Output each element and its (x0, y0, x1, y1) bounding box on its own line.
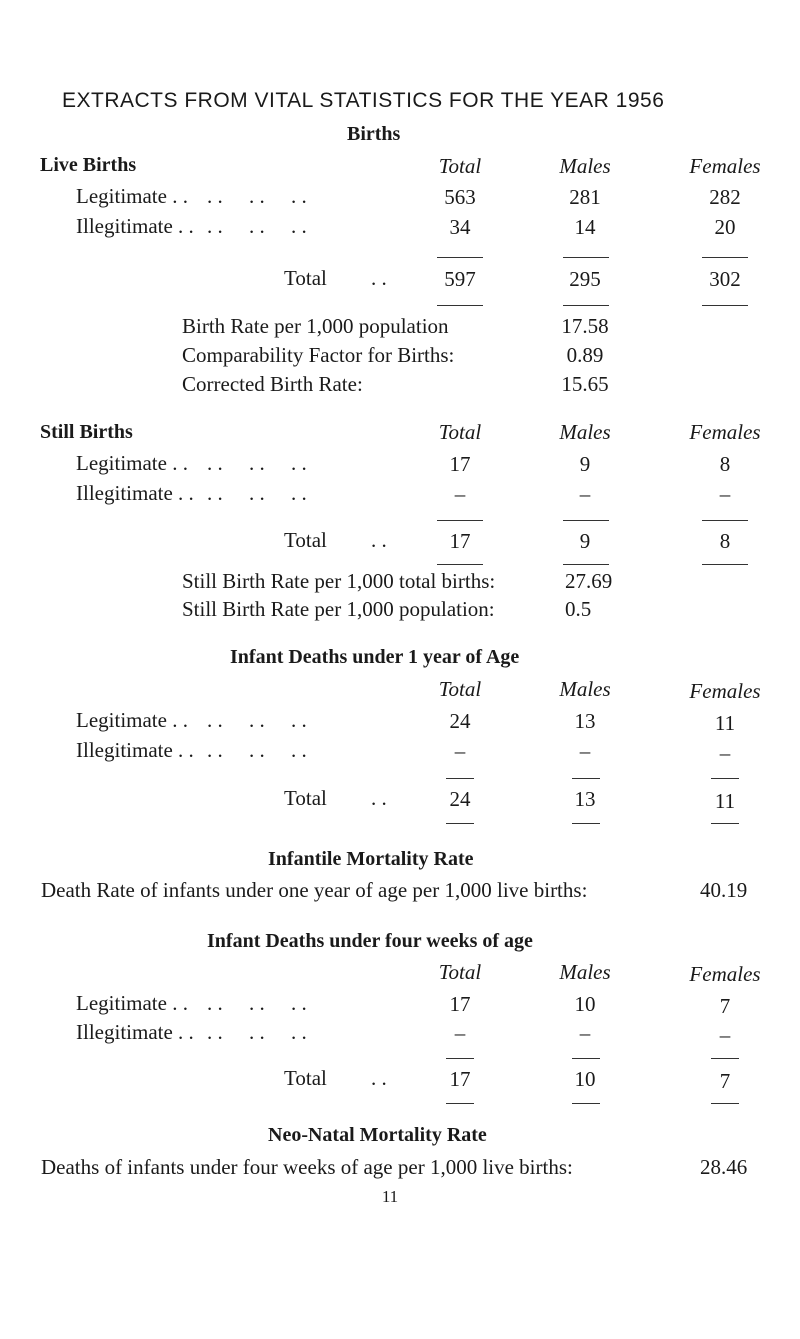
divider (563, 305, 609, 306)
col-females-header: Females (689, 679, 761, 703)
divider (572, 1058, 600, 1059)
births-heading: Births (347, 123, 401, 145)
leader-dots: . . . . . . (207, 481, 307, 505)
divider (446, 823, 474, 824)
col-total-header: Total (438, 960, 482, 984)
col-total-header: Total (438, 154, 482, 178)
row-label: Illegitimate . . (76, 1020, 194, 1044)
col-females-header: Females (689, 962, 761, 986)
cell-females: 20 (714, 215, 736, 239)
cell-females: 11 (714, 789, 736, 813)
col-females-header: Females (689, 420, 761, 444)
row-label: Total (284, 528, 327, 552)
leader-dots: . . . . . . (207, 184, 307, 208)
row-label: Illegitimate . . (76, 214, 194, 238)
divider (702, 305, 748, 306)
rate-value: 27.69 (565, 569, 613, 593)
cell-females: 7 (719, 1069, 731, 1093)
rate-label: Still Birth Rate per 1,000 total births: (182, 569, 496, 593)
cell-total: 17 (449, 992, 471, 1016)
cell-total: 17 (449, 452, 471, 476)
cell-males: 9 (579, 452, 591, 476)
divider (563, 564, 609, 565)
neonatal-heading: Neo-Natal Mortality Rate (268, 1124, 487, 1146)
cell-males: 281 (569, 185, 601, 209)
col-total-header: Total (438, 677, 482, 701)
divider (702, 257, 748, 258)
cell-females: 8 (719, 452, 731, 476)
cell-males: 9 (579, 529, 591, 553)
divider (572, 823, 600, 824)
cell-females: 282 (709, 185, 741, 209)
divider (437, 257, 483, 258)
col-females-header: Females (689, 154, 761, 178)
cell-males: 10 (574, 992, 596, 1016)
still-births-heading: Still Births (40, 421, 133, 443)
rate-label: Corrected Birth Rate: (182, 372, 363, 396)
rate-value: 0.89 (566, 343, 604, 367)
divider (572, 778, 600, 779)
leader-dots: . . . . . . (207, 738, 307, 762)
cell-males: 13 (574, 787, 596, 811)
col-males-header: Males (559, 960, 611, 984)
divider (702, 564, 748, 565)
cell-males: – (579, 739, 591, 763)
four-weeks-heading: Infant Deaths under four weeks of age (207, 930, 533, 952)
infantile-mortality-text: Death Rate of infants under one year of age per 1,000 live births: (41, 878, 588, 902)
leader-dots: . . . . . . (207, 1020, 307, 1044)
neonatal-text: Deaths of infants under four weeks of age per 1,000 live births: (41, 1155, 573, 1179)
rate-value: 15.65 (561, 372, 609, 396)
row-label: Illegitimate . . (76, 481, 194, 505)
divider (563, 257, 609, 258)
live-births-heading: Live Births (40, 154, 137, 176)
divider (702, 520, 748, 521)
divider (711, 1103, 739, 1104)
row-label: Total (284, 1066, 327, 1090)
cell-total: – (454, 1021, 466, 1045)
divider (446, 1058, 474, 1059)
cell-females: 7 (719, 994, 731, 1018)
leader-dots: . . . . . . (207, 451, 307, 475)
divider (446, 778, 474, 779)
row-label: Legitimate . . (76, 991, 188, 1015)
col-total-header: Total (438, 420, 482, 444)
row-label: Legitimate . . (76, 451, 188, 475)
rate-value: 17.58 (561, 314, 609, 338)
divider (711, 778, 739, 779)
divider (446, 1103, 474, 1104)
leader-dots: . . (371, 786, 387, 810)
page-number: 11 (381, 1187, 399, 1206)
cell-females: 11 (714, 711, 736, 735)
row-label: Total (284, 266, 327, 290)
leader-dots: . . . . . . (207, 214, 307, 238)
divider (572, 1103, 600, 1104)
row-label: Legitimate . . (76, 184, 188, 208)
leader-dots: . . . . . . (207, 991, 307, 1015)
cell-females: 8 (719, 529, 731, 553)
cell-males: 10 (574, 1067, 596, 1091)
infant-deaths-heading: Infant Deaths under 1 year of Age (230, 646, 520, 668)
page-title: EXTRACTS FROM VITAL STATISTICS FOR THE YEAR 1956 (62, 89, 665, 112)
cell-total: 34 (449, 215, 471, 239)
cell-total: 17 (449, 529, 471, 553)
cell-males: – (579, 1021, 591, 1045)
row-label: Total (284, 786, 327, 810)
cell-total: 563 (444, 185, 476, 209)
cell-females: 302 (709, 267, 741, 291)
cell-males: 13 (574, 709, 596, 733)
leader-dots: . . (371, 528, 387, 552)
cell-females: – (719, 1023, 731, 1047)
infantile-mortality-value: 40.19 (700, 878, 748, 902)
col-males-header: Males (559, 154, 611, 178)
cell-total: 24 (449, 787, 471, 811)
divider (437, 564, 483, 565)
cell-total: 597 (444, 267, 476, 291)
cell-males: – (579, 482, 591, 506)
row-label: Illegitimate . . (76, 738, 194, 762)
divider (711, 1058, 739, 1059)
cell-total: 17 (449, 1067, 471, 1091)
rate-label: Still Birth Rate per 1,000 population: (182, 597, 495, 621)
rate-label: Birth Rate per 1,000 population (182, 314, 449, 338)
leader-dots: . . (371, 266, 387, 290)
cell-females: – (719, 741, 731, 765)
cell-males: 14 (574, 215, 596, 239)
divider (563, 520, 609, 521)
divider (437, 520, 483, 521)
divider (711, 823, 739, 824)
leader-dots: . . . . . . (207, 708, 307, 732)
cell-males: 295 (569, 267, 601, 291)
col-males-header: Males (559, 677, 611, 701)
cell-total: – (454, 482, 466, 506)
infantile-mortality-heading: Infantile Mortality Rate (268, 848, 474, 870)
cell-total: – (454, 739, 466, 763)
divider (437, 305, 483, 306)
rate-value: 0.5 (565, 597, 592, 621)
row-label: Legitimate . . (76, 708, 188, 732)
cell-total: 24 (449, 709, 471, 733)
neonatal-value: 28.46 (700, 1155, 748, 1179)
leader-dots: . . (371, 1066, 387, 1090)
rate-label: Comparability Factor for Births: (182, 343, 455, 367)
cell-females: – (719, 482, 731, 506)
col-males-header: Males (559, 420, 611, 444)
